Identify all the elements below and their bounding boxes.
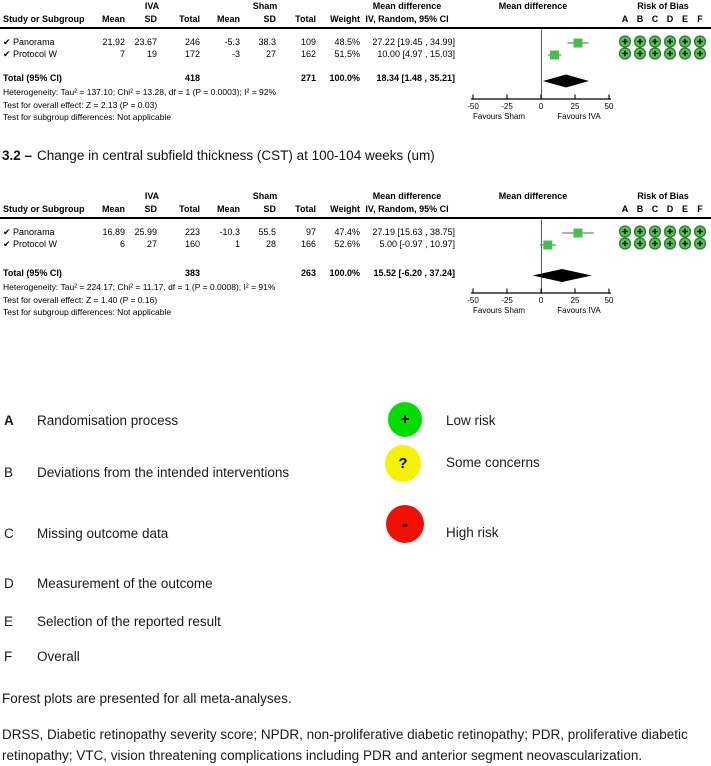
footer-note: Forest plots are presented for all meta-analyses. xyxy=(2,691,292,706)
axis-tick-label: 25 xyxy=(570,102,580,111)
stat-line-3: Test for subgroup differences: Not applicable xyxy=(3,307,172,317)
axis-tick-label: -50 xyxy=(467,102,479,111)
forest-plot-2 xyxy=(0,190,711,330)
total-ci_text: 15.52 [-6.20 , 37.24] xyxy=(373,268,455,278)
cell-sham_total: 97 xyxy=(305,227,316,237)
cell-iva_sd: 25.99 xyxy=(134,227,157,237)
cell-sham_mean: 1 xyxy=(234,239,240,249)
cell-sham_total: 109 xyxy=(300,37,316,47)
cell-weight: 51.5% xyxy=(334,49,360,59)
axis-tick-label: 0 xyxy=(538,296,544,305)
rob-letter-e: E xyxy=(4,614,14,629)
cell-iva_total: 160 xyxy=(184,239,200,249)
some-concerns-label: Some concerns xyxy=(446,455,540,470)
high-risk-label: High risk xyxy=(446,525,499,540)
sd1-header: SD xyxy=(144,204,157,214)
low-risk-symbol: + xyxy=(400,410,410,428)
rob-item-f xyxy=(4,648,80,665)
total-iva_total: 418 xyxy=(184,73,200,83)
mean2-header: Mean xyxy=(216,14,240,24)
rob-col-letter-e: E xyxy=(681,204,689,214)
total1-header: Total xyxy=(179,204,200,214)
risk-of-bias-header: Risk of Bias xyxy=(637,1,689,11)
total1-header: Total xyxy=(179,14,200,24)
cell-iva_mean: 21.92 xyxy=(102,37,125,47)
sham-group-header: Sham xyxy=(252,191,278,201)
cell-sham_mean: -3 xyxy=(231,49,240,59)
weight-header: Weight xyxy=(330,204,360,214)
cell-sham_total: 166 xyxy=(300,239,316,249)
rob-col-letter-d: D xyxy=(666,204,674,214)
total-label: Total (95% CI) xyxy=(3,73,62,83)
mean2-header: Mean xyxy=(216,204,240,214)
low-risk-icon xyxy=(388,402,422,437)
mean-difference-plot-header: Mean difference xyxy=(498,191,568,201)
iva-group-header: IVA xyxy=(144,191,160,201)
rob-letter-c: C xyxy=(4,526,14,541)
cell-sham_sd: 27 xyxy=(265,49,276,59)
stat-line-1: Heterogeneity: Tau² = 137.10; Chi² = 13.28, df = 1 (P = 0.0003); I² = 92% xyxy=(3,87,277,97)
total-weight: 100.0% xyxy=(329,268,360,278)
rob-desc-b: Deviations from the intended interventions xyxy=(37,465,290,480)
axis-tick-label: 0 xyxy=(538,102,544,111)
rob-desc-d: Measurement of the outcome xyxy=(37,576,213,591)
rob-col-letter-a: A xyxy=(621,14,629,24)
cell-iva_sd: 23.67 xyxy=(134,37,157,47)
cell-iva_sd: 19 xyxy=(146,49,157,59)
forest-graphic xyxy=(0,190,711,330)
axis-tick-label: 25 xyxy=(570,296,580,305)
low-risk-label: Low risk xyxy=(446,413,496,428)
axis-tick-label: -25 xyxy=(501,102,513,111)
axis-tick-label: -50 xyxy=(467,296,479,305)
cell-sham_total: 162 xyxy=(300,49,316,59)
some-concerns-symbol: ? xyxy=(398,455,408,472)
total-sham_total: 271 xyxy=(300,73,316,83)
total-label: Total (95% CI) xyxy=(3,268,62,278)
sd2-header: SD xyxy=(263,14,276,24)
rob-letter-d: D xyxy=(4,576,14,591)
cell-ci_text: 27.19 [15.63 , 38.75] xyxy=(372,227,455,237)
forest-plot-1 xyxy=(0,0,711,140)
heading-number: 3.2 – xyxy=(2,148,33,163)
study-subgroup-header: Study or Subgroup xyxy=(3,204,85,214)
cell-sham_mean: -5.3 xyxy=(224,37,240,47)
rob-col-letter-a: A xyxy=(621,204,629,214)
cell-weight: 48.5% xyxy=(334,37,360,47)
cell-iva_total: 246 xyxy=(184,37,200,47)
forest-graphic xyxy=(0,0,711,140)
total-iva_total: 383 xyxy=(184,268,200,278)
cell-weight: 47.4% xyxy=(334,227,360,237)
study-name: ✔ Protocol W xyxy=(3,49,58,59)
risk-of-bias-header: Risk of Bias xyxy=(637,191,689,201)
sham-group-header: Sham xyxy=(252,1,278,11)
sd2-header: SD xyxy=(263,204,276,214)
total-weight: 100.0% xyxy=(329,73,360,83)
cell-iva_total: 172 xyxy=(184,49,200,59)
cell-ci_text: 27.22 [19.45 , 34.99] xyxy=(372,37,455,47)
rob-item-d xyxy=(4,575,213,592)
favours-sham-label: Favours Sham xyxy=(472,112,526,121)
rob-col-letter-b: B xyxy=(636,14,644,24)
stat-line-2: Test for overall effect: Z = 1.40 (P = 0.16) xyxy=(3,295,158,305)
rob-letter-b: B xyxy=(4,465,14,480)
rob-letter-a: A xyxy=(4,413,14,428)
cell-sham_sd: 55.5 xyxy=(258,227,276,237)
stat-line-3: Test for subgroup differences: Not applicable xyxy=(3,112,172,122)
study-name: ✔ Protocol W xyxy=(3,239,58,249)
rob-desc-f: Overall xyxy=(37,649,80,664)
cell-iva_total: 223 xyxy=(184,227,200,237)
rob-letter-f: F xyxy=(4,649,13,664)
mean1-header: Mean xyxy=(101,14,125,24)
total2-header: Total xyxy=(295,204,316,214)
rob-col-letter-c: C xyxy=(651,204,659,214)
cell-sham_mean: -10.3 xyxy=(219,227,240,237)
weight-header: Weight xyxy=(330,14,360,24)
rob-col-letter-f: F xyxy=(697,204,703,214)
study-name: ✔ Panorama xyxy=(3,227,55,237)
stat-line-2: Test for overall effect: Z = 2.13 (P = 0.03) xyxy=(3,100,158,110)
some-concerns-icon xyxy=(385,445,421,482)
rob-desc-e: Selection of the reported result xyxy=(37,614,221,629)
mean-difference-plot-header: Mean difference xyxy=(498,1,568,11)
rob-col-letter-d: D xyxy=(666,14,674,24)
high-risk-icon xyxy=(386,505,424,543)
high-risk-symbol: - xyxy=(402,513,408,534)
heading-text: Change in central subfield thickness (CST) at 100-104 weeks (um) xyxy=(37,148,435,163)
ci-col-header: IV, Random, 95% CI xyxy=(365,204,449,214)
rob-item-a xyxy=(4,412,178,429)
axis-tick-label: -25 xyxy=(501,296,513,305)
favours-iva-label: Favours IVA xyxy=(557,112,601,121)
axis-tick-label: 50 xyxy=(604,102,614,111)
favours-sham-label: Favours Sham xyxy=(472,306,526,315)
rob-col-letter-e: E xyxy=(681,14,689,24)
mean-difference-col-header: Mean difference xyxy=(372,191,442,201)
total2-header: Total xyxy=(295,14,316,24)
study-subgroup-header: Study or Subgroup xyxy=(3,14,85,24)
rob-item-c xyxy=(4,525,168,542)
cell-iva_mean: 16.89 xyxy=(102,227,125,237)
sd1-header: SD xyxy=(144,14,157,24)
cell-ci_text: 5.00 [-0.97 , 10.97] xyxy=(379,239,455,249)
total-ci_text: 18.34 [1.48 , 35.21] xyxy=(376,73,455,83)
cell-iva_mean: 6 xyxy=(119,239,125,249)
rob-item-b xyxy=(4,464,289,481)
study-name: ✔ Panorama xyxy=(3,37,55,47)
footer-abbreviations: DRSS, Diabetic retinopathy severity score; NPDR, non-proliferative diabetic retinopathy; PDR, proliferative diabetic retinopathy; VTC, vision threatening complications including PDR and anterior segment neovascularization. xyxy=(2,727,688,763)
rob-item-e xyxy=(4,613,221,630)
mean-difference-col-header: Mean difference xyxy=(372,1,442,11)
axis-tick-label: 50 xyxy=(604,296,614,305)
rob-col-letter-b: B xyxy=(636,204,644,214)
rob-col-letter-f: F xyxy=(697,14,703,24)
total-sham_total: 263 xyxy=(300,268,316,278)
cell-iva_sd: 27 xyxy=(146,239,157,249)
mean1-header: Mean xyxy=(101,204,125,214)
rob-desc-c: Missing outcome data xyxy=(37,526,169,541)
iva-group-header: IVA xyxy=(144,1,160,11)
cell-sham_sd: 28 xyxy=(265,239,276,249)
rob-desc-a: Randomisation process xyxy=(37,413,179,428)
cell-ci_text: 10.00 [4.97 , 15.03] xyxy=(377,49,455,59)
section-heading xyxy=(2,148,435,163)
favours-iva-label: Favours IVA xyxy=(557,306,601,315)
rob-col-letter-c: C xyxy=(651,14,659,24)
ci-col-header: IV, Random, 95% CI xyxy=(365,14,449,24)
cell-iva_mean: 7 xyxy=(119,49,125,59)
cell-weight: 52.6% xyxy=(334,239,360,249)
cell-sham_sd: 38.3 xyxy=(258,37,276,47)
stat-line-1: Heterogeneity: Tau² = 224.17; Chi² = 11.17, df = 1 (P = 0.0008); I² = 91% xyxy=(3,282,276,292)
